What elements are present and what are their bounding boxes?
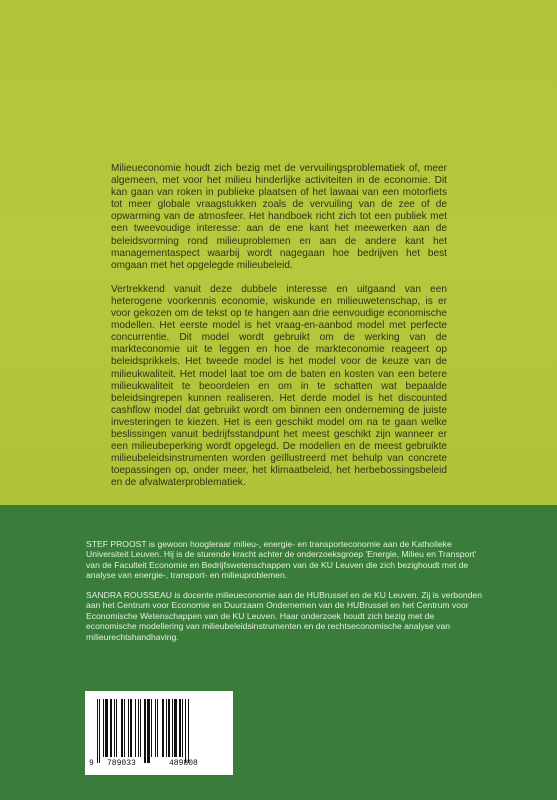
barcode-bar (188, 699, 189, 763)
barcode-bar (135, 699, 136, 757)
author-bio-rousseau (86, 590, 486, 642)
barcode-bar (157, 699, 158, 757)
barcode-bar (162, 699, 164, 757)
barcode-bar (121, 699, 123, 757)
author-bio-text: STEF PROOST is gewoon hoogleraar milieu-, energie- en transporteconomie aan de Katholieke Universiteit Leuven. Hij is de sturende kracht achter de onderzoeksgroep 'Energie, Milieu en Transport' van de Faculteit Economie en Bedrijfswetenschappen van de KU Leuven die zich bezighoudt met de analyse van energie-, transport- en milieuproblemen. (86, 539, 477, 581)
barcode-bar (174, 699, 177, 757)
barcode-digit-group-left: 789033 (107, 759, 136, 768)
barcode-bar (172, 699, 173, 757)
barcode-bar (185, 699, 186, 763)
blurb-paragraph-2: Vertrekkend vanuit deze dubbele interesse en uitgaand van een heterogene voorkennis economie, wiskunde en milieuwetenschap, is er voor gekozen om de tekst op te hangen aan drie eenvoudige economische modellen. Het eerste model is het vraag-en-aanbod model met perfecte concurrentie. Dit model wordt gebruikt om de werking van de markteconomie uit te leggen en hoe de markteconomie reageert op beleidsprikkels. Het tweede model is het model voor de keuze van de milieukwaliteit. Het model laat toe om de baten en kosten van een betere milieukwaliteit te beoordelen en om in te schatten wat bepaalde beleidsingrepen kunnen realiseren. Het derde model is het discounted cashflow model dat gebruikt wordt om binnen een onderneming de juiste investeringen te kiezen. Het is een geschikt model om na te gaan welke beslissingen vanuit bedrijfsstandpunt het meest geschikt zijn wanneer er een milieubeperking wordt opgelegd. De modellen en de meest gebruikte milieubeleidsinstrumenten worden geïllustreerd met behulp van concrete toepassingen op, onder meer, het klimaatbeleid, het herbebossingsbeleid en de afvalwaterproblematiek. (111, 283, 447, 489)
barcode-bar (140, 699, 141, 757)
barcode-bar (182, 699, 183, 757)
barcode-bar (103, 699, 104, 757)
barcode-bar (110, 699, 112, 757)
barcode-bar (116, 699, 117, 757)
barcode-bar (151, 699, 152, 757)
barcode-bar (179, 699, 181, 757)
blurb-paragraph-1: Milieueconomie houdt zich bezig met de vervuilingsproblematiek of, meer algemeen, met voor het milieu hinderlijke activiteiten in de economie. Dit kan gaan van roken in publieke plaatsen of het lawaai van een motorfiets tot meer globale vraagstukken zoals de vervuiling van de zee of de opwarming van de atmosfeer. Het handboek richt zich tot een publiek met een tweevoudige interesse: aan de ene kant het meewerken aan de beleidsvorming rond milieuproblemen en aan de andere kant het managementaspect waarbij wordt nagegaan hoe bedrijven het best omgaan met het opgelegde milieubeleid. (111, 163, 447, 271)
barcode-digit-group-right: 489808 (169, 759, 198, 768)
barcode-bar (155, 699, 156, 757)
barcode-bar (138, 699, 139, 757)
barcode-digit-prefix: 9 (89, 759, 94, 768)
isbn-barcode (85, 691, 233, 775)
author-bio-proost (86, 539, 486, 581)
barcode-bar (99, 699, 100, 763)
barcode-bar (114, 699, 115, 757)
barcode-bar (124, 699, 125, 757)
barcode-bars (97, 699, 221, 757)
author-bio-text: SANDRA ROUSSEAU is docente milieueconomie aan de HUBrussel en de KU Leuven. Zij is verbonden aan het Centrum voor Economie en Duurzaam Ondernemen van de HUBrussel en het Centrum voor Economische Wetenschappen van de KU Leuven. Haar onderzoek houdt zich bezig met de economische modellering van milieubeleidsinstrumenten en de rechtseconomische analyse van milieurechtshandhaving. (86, 590, 482, 642)
barcode-bar (130, 699, 132, 757)
back-cover-blurb (111, 163, 447, 501)
barcode-bar (147, 699, 150, 763)
barcode-digits (85, 759, 233, 771)
barcode-bar (97, 699, 98, 763)
barcode-bar (105, 699, 108, 757)
barcode-bar (128, 699, 129, 757)
top-edge-mark: · (293, 0, 295, 5)
barcode-bar (144, 699, 146, 763)
barcode-bar (166, 699, 167, 757)
barcode-bar (168, 699, 170, 757)
